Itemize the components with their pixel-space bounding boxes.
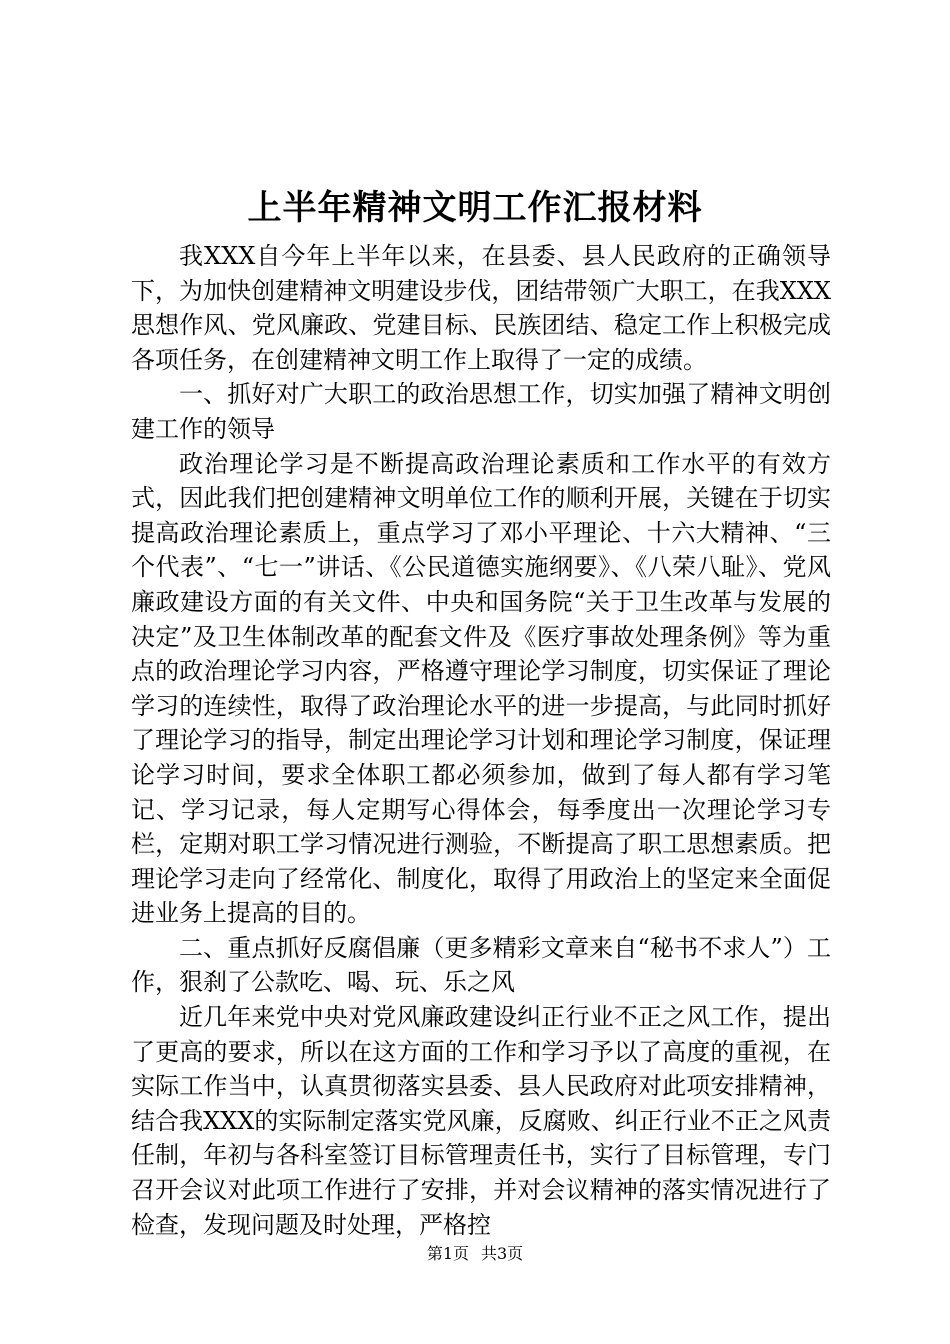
page-number: 第1页	[426, 1244, 469, 1263]
body-paragraph: 近几年来党中央对党风廉政建设纠正行业不正之风工作，提出了更高的要求，所以在这方面的工作和学习予以了高度的重视，在实际工作当中，认真贯彻落实县委、县人民政府对此项安排精神，结合我XXX的实际制定落实党风廉，反腐败、纠正行业不正之风责任制，年初与各科室签订目标管理责任书，实行了目标管理，专门召开会议对此项工作进行了安排，并对会议精神的落实情况进行了检查，发现问题及时处理，严格控	[131, 1003, 831, 1239]
body-paragraph: 政治理论学习是不断提高政治理论素质和工作水平的有效方式，因此我们把创建精神文明单位工作的顺利开展，关键在于切实提高政治理论素质上，重点学习了邓小平理论、十六大精神、“三个代表”、“七一”讲话、《公民道德实施纲要》、《八荣八耻》、党风廉政建设方面的有关文件、中央和国务院“关于卫生改革与发展的决定”及卫生体制改革的配套文件及《医疗事故处理条例》等为重点的政治理论学习内容，严格遵守理论学习制度，切实保证了理论学习的连续性，取得了政治理论水平的进一步提高，与此同时抓好了理论学习的指导，制定出理论学习计划和理论学习制度，保证理论学习时间，要求全体职工都必须参加，做到了每人都有学习笔记、学习记录，每人定期写心得体会，每季度出一次理论学习专栏，定期对职工学习情况进行测验，不断提高了职工思想素质。把理论学习走向了经常化、制度化，取得了用政治上的坚定来全面促进业务上提高的目的。	[131, 449, 831, 928]
page-count: 共3页	[481, 1244, 524, 1263]
page-footer	[0, 1244, 950, 1264]
section-heading: 一、抓好对广大职工的政治思想工作，切实加强了精神文明创建工作的领导	[131, 380, 831, 443]
section-heading: 二、重点抓好反腐倡廉（更多精彩文章来自“秘书不求人”）工作，狠刹了公款吃、喝、玩、乐之风	[131, 933, 831, 997]
body-paragraph: 我XXX自今年上半年以来，在县委、县人民政府的正确领导下，为加快创建精神文明建设步伐，团结带领广大职工，在我XXX思想作风、党风廉政、党建目标、民族团结、稳定工作上积极完成各项任务，在创建精神文明工作上取得了一定的成绩。	[131, 242, 831, 374]
document-title: 上半年精神文明工作汇报材料	[247, 188, 703, 228]
document-body	[131, 239, 831, 1242]
